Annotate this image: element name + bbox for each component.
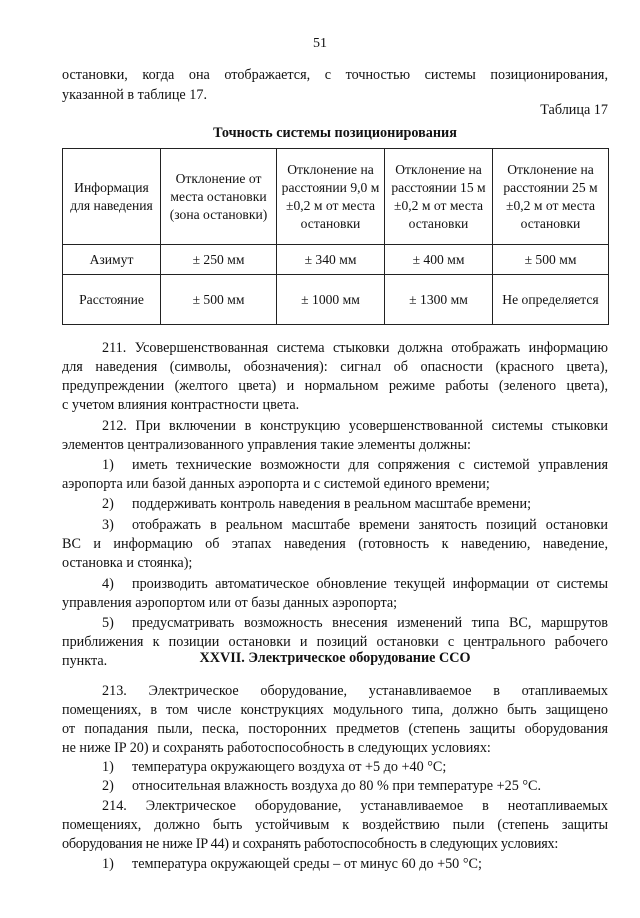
table-cell: ± 500 мм — [161, 275, 277, 325]
table-cell: ± 500 мм — [493, 245, 609, 275]
list-number: 3) — [102, 517, 114, 533]
p211-line: для наведения (символы, обозначения): сигнал об опасности (красного цвета), — [62, 359, 608, 375]
p212-line: элементов централизованного управления такие элементы должны: — [62, 437, 471, 453]
list-item-line: остановка и стоянка); — [62, 555, 193, 571]
list-item-line: относительная влажность воздуха до 80 % при температуре +25 °C. — [132, 778, 542, 794]
p211-line: 211. Усовершенствованная система стыковки должна отображать информацию — [102, 340, 608, 356]
table-header-cell: Отклонение на расстоянии 9,0 м ±0,2 м от места остановки — [277, 149, 385, 245]
table-cell: Азимут — [63, 245, 161, 275]
page-number: 51 — [313, 36, 327, 51]
table-cell: ± 400 мм — [385, 245, 493, 275]
list-item-line: поддерживать контроль наведения в реальном масштабе времени; — [132, 496, 532, 512]
list-item-line: пункта. — [62, 653, 108, 669]
list-number: 2) — [102, 778, 114, 794]
p214-line: оборудования не ниже IP 44) и сохранять работоспособность в следующих условиях: — [62, 836, 559, 852]
list-number: 2) — [102, 496, 114, 512]
p213-line: 213. Электрическое оборудование, устанавливаемое в отапливаемых — [102, 683, 608, 699]
list-item-line: иметь технические возможности для сопряжения с системой управления — [132, 457, 608, 473]
table-row — [63, 245, 609, 275]
list-number: 1) — [102, 759, 114, 775]
table-header-cell: Отклонение от места остановки (зона остановки) — [161, 149, 277, 245]
table-header-cell: Отклонение на расстоянии 15 м ±0,2 м от места остановки — [385, 149, 493, 245]
list-number: 5) — [102, 615, 114, 631]
p214-line: 214. Электрическое оборудование, устанавливаемое в неотапливаемых — [102, 798, 608, 814]
list-item-line: управления аэропортом или от базы данных аэропорта; — [62, 595, 398, 611]
table-header-row — [63, 149, 609, 245]
section-title: XXVII. Электрическое оборудование ССО — [199, 650, 471, 666]
list-number: 1) — [102, 457, 114, 473]
list-number: 4) — [102, 576, 114, 592]
list-item-line: температура окружающей среды – от минус 60 до +50 °C; — [132, 856, 482, 872]
table-cell: Не определяется — [493, 275, 609, 325]
table-cell: Расстояние — [63, 275, 161, 325]
p212-line: 212. При включении в конструкцию усовершенствованной системы стыковки — [102, 418, 608, 434]
positioning-accuracy-table — [62, 148, 609, 325]
table-cell: ± 1300 мм — [385, 275, 493, 325]
table-header-cell: Отклонение на расстоянии 25 м ±0,2 м от места остановки — [493, 149, 609, 245]
p211-line: с учетом влияния контрастности цвета. — [62, 397, 300, 413]
intro-line: указанной в таблице 17. — [62, 87, 208, 103]
list-item-line: приближения к позиции остановки и позиций остановки с центрального рабочего — [62, 634, 608, 650]
list-item-line: аэропорта или базой данных аэропорта и с системой единого времени; — [62, 476, 490, 492]
table-cell: ± 1000 мм — [277, 275, 385, 325]
table-row — [63, 275, 609, 325]
list-item-line: отображать в реальном масштабе времени занятость позиций остановки — [132, 517, 608, 533]
list-item-line: ВС и информацию об этапах наведения (готовность к наведению, наведение, — [62, 536, 608, 552]
p213-line: от попадания пыли, песка, посторонних предметов (степень защиты оборудования — [62, 721, 608, 737]
intro-line: остановки, когда она отображается, с точностью системы позиционирования, — [62, 67, 608, 83]
list-item-line: предусматривать возможность внесения изменений типа ВС, маршрутов — [132, 615, 608, 631]
table-cell: ± 340 мм — [277, 245, 385, 275]
p213-line: помещениях, в том числе конструкциях модульного типа, должно быть защищено — [62, 702, 608, 718]
list-number: 1) — [102, 856, 114, 872]
table-header-cell: Информация для наведения — [63, 149, 161, 245]
list-item-line: температура окружающего воздуха от +5 до +40 °C; — [132, 759, 447, 775]
p213-line: не ниже IP 20) и сохранять работоспособность в следующих условиях: — [62, 740, 491, 756]
p211-line: предупреждении (желтого цвета) и нормальном режиме работы (зеленого цвета), — [62, 378, 608, 394]
table-title: Точность системы позиционирования — [213, 125, 457, 141]
list-item-line: производить автоматическое обновление текущей информации от системы — [132, 576, 608, 592]
p214-line: помещениях, должно быть устойчивым к воздействию пыли (степень защиты — [62, 817, 608, 833]
table-cell: ± 250 мм — [161, 245, 277, 275]
table-label: Таблица 17 — [540, 102, 608, 118]
